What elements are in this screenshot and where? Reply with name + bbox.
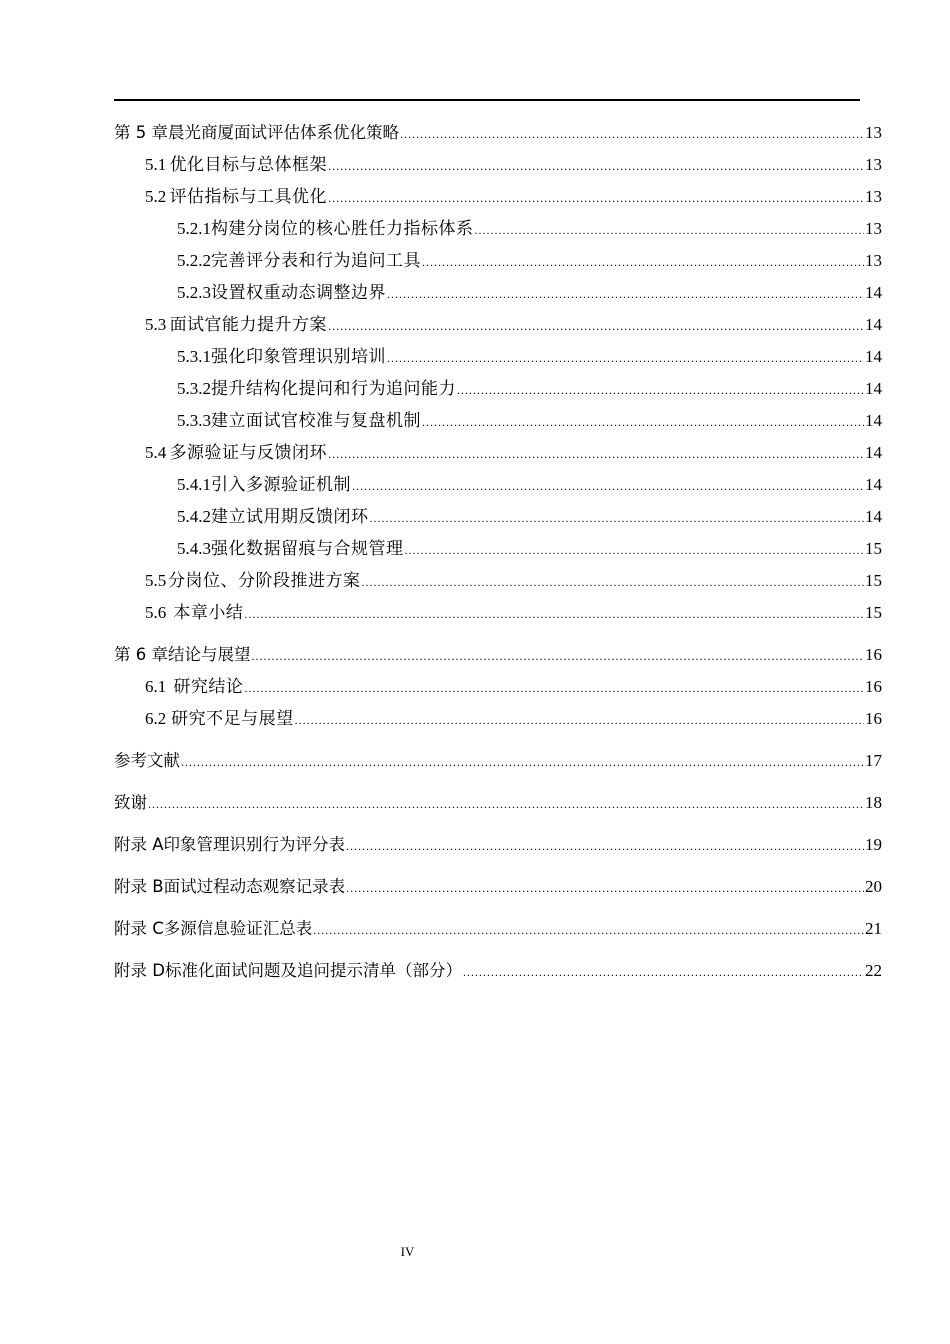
toc-entry-title: 多源验证与反馈闭环: [169, 443, 328, 462]
toc-dot-leader: [295, 704, 864, 736]
toc-entry-page: 13: [865, 123, 882, 142]
page-number-footer: IV: [400, 1244, 415, 1259]
toc-entry-title: 印象管理识别行为评分表: [163, 835, 346, 854]
toc-dot-leader: [181, 746, 864, 778]
toc-entry[interactable]: [114, 871, 882, 903]
toc-entry-title: 致谢: [114, 793, 147, 812]
toc-dot-leader: [244, 598, 864, 630]
toc-entry-title: 晨光商厦面试评估体系优化策略: [168, 123, 399, 142]
toc-entry[interactable]: [114, 501, 882, 533]
toc-entry-title: 完善评分表和行为追问工具: [211, 251, 421, 270]
toc-entry[interactable]: [114, 533, 882, 565]
toc-entry-number: 5.4.1: [177, 475, 211, 494]
toc-entry-page: 14: [865, 379, 882, 398]
toc-entry-title: 研究结论: [173, 677, 244, 696]
toc-dot-leader: [346, 872, 864, 904]
toc-entry[interactable]: [114, 703, 882, 735]
toc-entry-page: 16: [865, 709, 882, 728]
toc-dot-leader: [422, 246, 864, 278]
toc-entry[interactable]: [114, 245, 882, 277]
toc-entry-number: 附录 C: [114, 919, 164, 938]
toc-dot-leader: [328, 150, 864, 182]
toc-entry[interactable]: [114, 181, 882, 213]
toc-entry-title: 建立面试官校准与复盘机制: [211, 411, 421, 430]
toc-entry-number: 第 5 章: [114, 123, 168, 142]
toc-entry-number: 5.3.1: [177, 347, 211, 366]
toc-entry-page: 13: [865, 219, 882, 238]
toc-entry-page: 14: [865, 507, 882, 526]
toc-entry[interactable]: [114, 639, 882, 671]
toc-entry-title: 强化印象管理识别培训: [211, 347, 386, 366]
toc-dot-leader: [352, 470, 864, 502]
toc-entry-title: 设置权重动态调整边界: [211, 283, 386, 302]
header-rule: [114, 99, 860, 101]
toc-entry-number: 5.4: [145, 443, 167, 462]
toc-entry-title: 建立试用期反馈闭环: [211, 507, 369, 526]
toc-dot-leader: [244, 672, 864, 704]
toc-entry-number: 5.2.1: [177, 219, 211, 238]
toc-entry[interactable]: [114, 405, 882, 437]
toc-entry-number: 5.3: [145, 315, 167, 334]
toc-entry[interactable]: [114, 597, 882, 629]
toc-entry-page: 18: [865, 793, 882, 812]
toc-entry[interactable]: [114, 955, 882, 987]
toc-entry[interactable]: [114, 671, 882, 703]
toc-entry-page: 15: [865, 603, 882, 622]
toc-dot-leader: [405, 534, 865, 566]
toc-dot-leader: [148, 788, 864, 820]
toc-entry-number: 5.5: [145, 571, 167, 590]
toc-entry-title: 评估指标与工具优化: [169, 187, 328, 206]
toc-dot-leader: [362, 566, 864, 598]
toc-entry-number: 附录 D: [114, 961, 165, 980]
toc-dot-leader: [346, 830, 864, 862]
table-of-contents: [114, 117, 882, 987]
toc-dot-leader: [457, 374, 864, 406]
toc-entry-number: 5.3.2: [177, 379, 211, 398]
toc-entry[interactable]: [114, 213, 882, 245]
toc-entry-number: 附录 A: [114, 835, 164, 854]
toc-dot-leader: [328, 438, 864, 470]
toc-dot-leader: [328, 182, 864, 214]
toc-entry[interactable]: [114, 469, 882, 501]
toc-entry-page: 17: [865, 751, 882, 770]
toc-dot-leader: [400, 118, 864, 150]
toc-entry-title: 参考文献: [114, 751, 180, 770]
toc-dot-leader: [387, 342, 864, 374]
toc-dot-leader: [422, 406, 864, 438]
toc-entry-page: 13: [865, 155, 882, 174]
toc-entry-page: 15: [865, 539, 882, 558]
toc-entry[interactable]: [114, 309, 882, 341]
toc-entry-page: 20: [865, 877, 882, 896]
toc-dot-leader: [463, 956, 864, 988]
toc-entry-page: 14: [865, 443, 882, 462]
toc-entry-page: 14: [865, 283, 882, 302]
toc-entry-title: 强化数据留痕与合规管理: [211, 539, 404, 558]
toc-dot-leader: [328, 310, 864, 342]
toc-entry-page: 14: [865, 347, 882, 366]
toc-dot-leader: [313, 914, 864, 946]
toc-entry-number: 5.6: [145, 603, 167, 622]
toc-entry-page: 16: [865, 677, 882, 696]
toc-entry-title: 结论与展望: [168, 645, 251, 664]
toc-entry[interactable]: [114, 437, 882, 469]
toc-entry[interactable]: [114, 373, 882, 405]
toc-dot-leader: [387, 278, 864, 310]
toc-entry-number: 5.2.2: [177, 251, 211, 270]
toc-entry-title: 研究不足与展望: [171, 709, 294, 728]
toc-entry-page: 13: [865, 251, 882, 270]
toc-entry-number: 5.2.3: [177, 283, 211, 302]
toc-entry-title: 标准化面试问题及追问提示清单（部分）: [164, 961, 462, 980]
toc-entry-title: 优化目标与总体框架: [169, 155, 328, 174]
toc-entry-title: 面试官能力提升方案: [169, 315, 328, 334]
toc-entry-number: 6.1: [145, 677, 167, 696]
toc-entry[interactable]: [114, 277, 882, 309]
toc-dot-leader: [252, 640, 865, 672]
toc-entry-page: 14: [865, 411, 882, 430]
toc-entry[interactable]: [114, 745, 882, 777]
toc-entry-page: 16: [865, 645, 882, 664]
toc-entry-number: 5.1: [145, 155, 167, 174]
toc-entry-title: 本章小结: [173, 603, 244, 622]
toc-entry-page: 21: [865, 919, 882, 938]
toc-entry-title: 面试过程动态观察记录表: [163, 877, 346, 896]
toc-entry-title: 多源信息验证汇总表: [163, 919, 313, 938]
toc-entry-number: 5.3.3: [177, 411, 211, 430]
toc-entry-number: 5.2: [145, 187, 167, 206]
toc-entry[interactable]: [114, 829, 882, 861]
toc-entry[interactable]: [114, 913, 882, 945]
toc-entry-number: 5.4.3: [177, 539, 211, 558]
toc-entry-title: 提升结构化提问和行为追问能力: [211, 379, 456, 398]
toc-entry-page: 13: [865, 187, 882, 206]
toc-entry[interactable]: [114, 787, 882, 819]
toc-entry-page: 22: [865, 961, 882, 980]
toc-entry-title: 构建分岗位的核心胜任力指标体系: [211, 219, 474, 238]
toc-entry[interactable]: [114, 149, 882, 181]
toc-entry[interactable]: [114, 341, 882, 373]
toc-entry[interactable]: [114, 565, 882, 597]
toc-entry[interactable]: [114, 117, 882, 149]
toc-entry-page: 14: [865, 315, 882, 334]
toc-entry-page: 15: [865, 571, 882, 590]
toc-entry-number: 5.4.2: [177, 507, 211, 526]
toc-entry-title: 分岗位、分阶段推进方案: [168, 571, 361, 590]
toc-entry-page: 14: [865, 475, 882, 494]
toc-dot-leader: [475, 214, 865, 246]
toc-entry-number: 附录 B: [114, 877, 164, 896]
toc-dot-leader: [370, 502, 865, 534]
toc-entry-title: 引入多源验证机制: [211, 475, 351, 494]
toc-entry-number: 6.2: [145, 709, 167, 728]
toc-entry-page: 19: [865, 835, 882, 854]
toc-entry-number: 第 6 章: [114, 645, 168, 664]
